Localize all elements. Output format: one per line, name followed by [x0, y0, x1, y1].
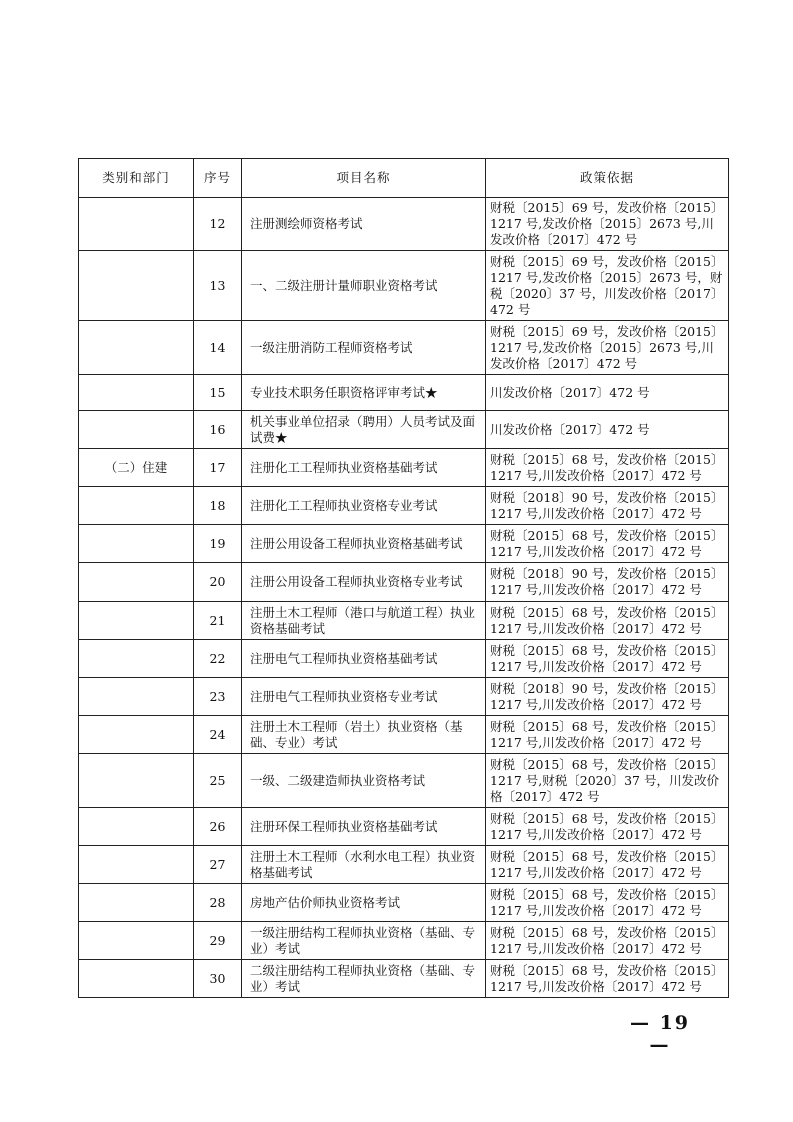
- project-name-cell: 注册环保工程师执业资格基础考试: [242, 808, 486, 846]
- seq-cell: 26: [194, 808, 242, 846]
- table-row: [79, 525, 729, 563]
- policy-basis-cell: 财税〔2018〕90 号，发改价格〔2015〕1217 号,川发改价格〔2017〕472 号: [486, 678, 729, 716]
- seq-cell: 28: [194, 884, 242, 922]
- category-cell: [79, 922, 194, 960]
- seq-cell: 14: [194, 321, 242, 375]
- policy-basis-cell: 财税〔2015〕68 号，发改价格〔2015〕1217 号,川发改价格〔2017〕472 号: [486, 602, 729, 640]
- table-row: [79, 884, 729, 922]
- policy-basis-cell: 财税〔2015〕69 号，发改价格〔2015〕1217 号,发改价格〔2015〕2673 号，财税〔2020〕37 号，川发改价格〔2017〕472 号: [486, 251, 729, 321]
- category-cell: [79, 678, 194, 716]
- project-name-cell: 二级注册结构工程师执业资格（基础、专业）考试: [242, 960, 486, 998]
- table-row: [79, 960, 729, 998]
- table-row: [79, 198, 729, 251]
- seq-cell: 20: [194, 563, 242, 602]
- seq-cell: 24: [194, 716, 242, 754]
- category-cell: [79, 640, 194, 678]
- category-cell: [79, 375, 194, 411]
- page-number: — 19 —: [629, 1012, 691, 1056]
- seq-cell: 16: [194, 411, 242, 449]
- policy-basis-cell: 财税〔2015〕68 号，发改价格〔2015〕1217 号,川发改价格〔2017〕472 号: [486, 960, 729, 998]
- policy-basis-cell: 川发改价格〔2017〕472 号: [486, 411, 729, 449]
- seq-cell: 19: [194, 525, 242, 563]
- category-cell: [79, 198, 194, 251]
- seq-cell: 29: [194, 922, 242, 960]
- policy-basis-cell: 财税〔2015〕69 号，发改价格〔2015〕1217 号,发改价格〔2015〕2673 号,川发改价格〔2017〕472 号: [486, 321, 729, 375]
- project-name-cell: 注册化工工程师执业资格专业考试: [242, 487, 486, 525]
- project-name-cell: 注册化工工程师执业资格基础考试: [242, 449, 486, 487]
- category-cell: [79, 602, 194, 640]
- category-cell: （二）住建: [79, 449, 194, 487]
- seq-cell: 17: [194, 449, 242, 487]
- seq-cell: 13: [194, 251, 242, 321]
- seq-cell: 12: [194, 198, 242, 251]
- project-name-cell: 注册公用设备工程师执业资格基础考试: [242, 525, 486, 563]
- project-name-cell: 房地产估价师执业资格考试: [242, 884, 486, 922]
- seq-cell: 15: [194, 375, 242, 411]
- table-row: [79, 678, 729, 716]
- header-project-name: 项目名称: [242, 159, 486, 198]
- policy-basis-cell: 财税〔2018〕90 号，发改价格〔2015〕1217 号,川发改价格〔2017〕472 号: [486, 563, 729, 602]
- seq-cell: 25: [194, 754, 242, 808]
- category-cell: [79, 563, 194, 602]
- project-name-cell: 专业技术职务任职资格评审考试★: [242, 375, 486, 411]
- table-row: [79, 754, 729, 808]
- table-row: [79, 375, 729, 411]
- table-row: [79, 808, 729, 846]
- policy-basis-cell: 财税〔2015〕68 号，发改价格〔2015〕1217 号,川发改价格〔2017〕472 号: [486, 808, 729, 846]
- table-row: [79, 846, 729, 884]
- seq-cell: 21: [194, 602, 242, 640]
- project-name-cell: 一级注册消防工程师资格考试: [242, 321, 486, 375]
- policy-basis-cell: 财税〔2015〕69 号，发改价格〔2015〕1217 号,发改价格〔2015〕2673 号,川发改价格〔2017〕472 号: [486, 198, 729, 251]
- table-row: [79, 449, 729, 487]
- project-name-cell: 一级注册结构工程师执业资格（基础、专业）考试: [242, 922, 486, 960]
- project-name-cell: 注册土木工程师（港口与航道工程）执业资格基础考试: [242, 602, 486, 640]
- seq-cell: 27: [194, 846, 242, 884]
- category-cell: [79, 251, 194, 321]
- seq-cell: 30: [194, 960, 242, 998]
- table-row: [79, 922, 729, 960]
- category-cell: [79, 960, 194, 998]
- category-cell: [79, 754, 194, 808]
- seq-cell: 22: [194, 640, 242, 678]
- seq-cell: 18: [194, 487, 242, 525]
- header-policy-basis: 政策依据: [486, 159, 729, 198]
- policy-basis-cell: 川发改价格〔2017〕472 号: [486, 375, 729, 411]
- category-cell: [79, 808, 194, 846]
- policy-basis-cell: 财税〔2015〕68 号，发改价格〔2015〕1217 号,财税〔2020〕37 号，川发改价格〔2017〕472 号: [486, 754, 729, 808]
- table-header-row: [79, 159, 729, 198]
- project-name-cell: 注册公用设备工程师执业资格专业考试: [242, 563, 486, 602]
- category-cell: [79, 525, 194, 563]
- table-row: [79, 251, 729, 321]
- table-row: [79, 640, 729, 678]
- policy-basis-cell: 财税〔2015〕68 号，发改价格〔2015〕1217 号,川发改价格〔2017〕472 号: [486, 922, 729, 960]
- project-name-cell: 注册电气工程师执业资格基础考试: [242, 640, 486, 678]
- header-category: 类别和部门: [79, 159, 194, 198]
- policy-basis-cell: 财税〔2015〕68 号，发改价格〔2015〕1217 号,川发改价格〔2017〕472 号: [486, 846, 729, 884]
- seq-cell: 23: [194, 678, 242, 716]
- policy-basis-cell: 财税〔2015〕68 号，发改价格〔2015〕1217 号,川发改价格〔2017〕472 号: [486, 525, 729, 563]
- project-name-cell: 注册土木工程师（水利水电工程）执业资格基础考试: [242, 846, 486, 884]
- table-row: [79, 487, 729, 525]
- table-row: [79, 716, 729, 754]
- table-row: [79, 411, 729, 449]
- table-row: [79, 563, 729, 602]
- project-name-cell: 一、二级注册计量师职业资格考试: [242, 251, 486, 321]
- category-cell: [79, 321, 194, 375]
- category-cell: [79, 411, 194, 449]
- policy-basis-cell: 财税〔2015〕68 号，发改价格〔2015〕1217 号,川发改价格〔2017〕472 号: [486, 716, 729, 754]
- policy-basis-cell: 财税〔2015〕68 号，发改价格〔2015〕1217 号,川发改价格〔2017〕472 号: [486, 449, 729, 487]
- project-name-cell: 注册电气工程师执业资格专业考试: [242, 678, 486, 716]
- policy-basis-cell: 财税〔2015〕68 号，发改价格〔2015〕1217 号,川发改价格〔2017〕472 号: [486, 884, 729, 922]
- category-cell: [79, 846, 194, 884]
- table-row: [79, 321, 729, 375]
- category-cell: [79, 487, 194, 525]
- project-name-cell: 注册测绘师资格考试: [242, 198, 486, 251]
- category-cell: [79, 884, 194, 922]
- project-name-cell: 注册土木工程师（岩土）执业资格（基础、专业）考试: [242, 716, 486, 754]
- project-name-cell: 一级、二级建造师执业资格考试: [242, 754, 486, 808]
- policy-basis-cell: 财税〔2018〕90 号，发改价格〔2015〕1217 号,川发改价格〔2017〕472 号: [486, 487, 729, 525]
- policy-basis-cell: 财税〔2015〕68 号，发改价格〔2015〕1217 号,川发改价格〔2017〕472 号: [486, 640, 729, 678]
- table-row: [79, 602, 729, 640]
- policy-table: [78, 158, 729, 998]
- project-name-cell: 机关事业单位招录（聘用）人员考试及面试费★: [242, 411, 486, 449]
- header-seq: 序号: [194, 159, 242, 198]
- category-cell: [79, 716, 194, 754]
